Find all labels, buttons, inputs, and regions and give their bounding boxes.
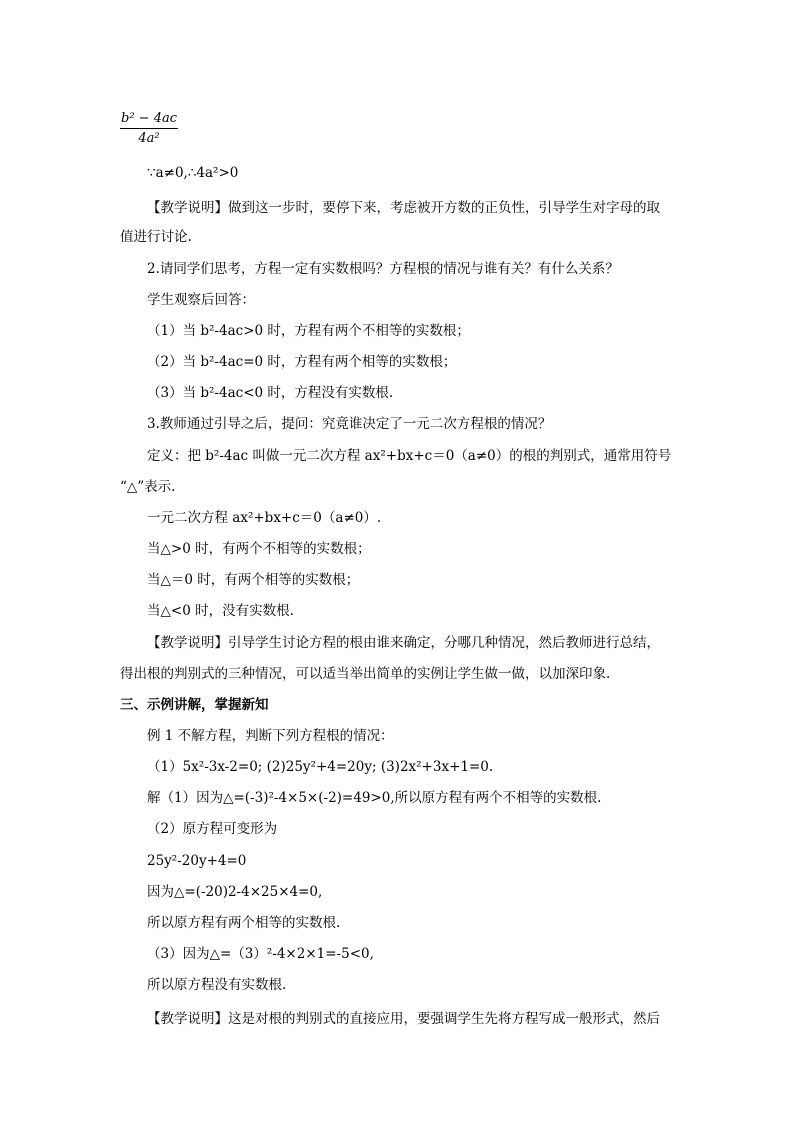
teaching-note-1-line-1: 【教学说明】做到这一步时，要停下来，考虑被开方数的正负性，引导学生对字母的取 <box>147 200 660 216</box>
quadratic-equation-line: 一元二次方程 ax²+bx+c＝0（a≠0）. <box>147 510 382 526</box>
solution-2-conclusion: 所以原方程有两个相等的实数根. <box>147 915 341 931</box>
definition-line-1: 定义：把 b²-4ac 叫做一元二次方程 ax²+bx+c＝0（a≠0）的根的判别式，通常用符号 <box>147 448 672 464</box>
solution-2-equation: 25y²-20y+4=0 <box>147 853 247 869</box>
teaching-note-2-line-2: 得出根的判别式的三种情况，可以适当举出简单的实例让学生做一做，以加深印象. <box>120 666 611 682</box>
question-3: 3.教师通过引导之后，提问：究竟谁决定了一元二次方程根的情况？ <box>147 416 552 432</box>
fraction-denominator: 4a² <box>138 131 160 146</box>
case-2: （2）当 b²-4ac=0 时，方程有两个相等的实数根； <box>147 354 457 370</box>
solution-2-intro: （2）原方程可变形为 <box>147 821 278 837</box>
case-3: （3）当 b²-4ac<0 时，方程没有实数根. <box>147 385 394 401</box>
definition-line-2: “△”表示. <box>120 479 176 495</box>
teaching-note-1-line-2: 值进行讨论. <box>120 229 192 245</box>
since-therefore-line: ∵a≠0,∴4a²>0 <box>147 165 239 181</box>
delta-negative: 当△<0 时，没有实数根. <box>147 603 294 619</box>
delta-positive: 当△>0 时，有两个不相等的实数根； <box>147 541 371 557</box>
case-1: （1）当 b²-4ac>0 时，方程有两个不相等的实数根； <box>147 323 470 339</box>
delta-zero: 当△＝0 时，有两个相等的实数根； <box>147 572 360 588</box>
fraction-numerator: b² − 4ac <box>120 110 178 129</box>
formula-fraction <box>120 110 178 147</box>
example-1-equations: （1）5x²-3x-2=0; (2)25y²+4=20y; (3)2x²+3x+1=0. <box>147 759 494 775</box>
question-2: 2.请同学们思考，方程一定有实数根吗？方程根的情况与谁有关？有什么关系？ <box>147 261 619 277</box>
solution-2-delta: 因为△=(-20)2-4×25×4=0, <box>147 884 323 900</box>
teaching-note-3-line-1: 【教学说明】这是对根的判别式的直接应用，要强调学生先将方程写成一般形式，然后 <box>147 1011 660 1027</box>
students-answer-intro: 学生观察后回答： <box>147 292 255 308</box>
solution-3-conclusion: 所以原方程没有实数根. <box>147 977 287 993</box>
solution-3-delta: （3）因为△=（3）²-4×2×1=-5<0, <box>147 946 374 962</box>
section-heading: 三、示例讲解，掌握新知 <box>120 697 269 713</box>
solution-1: 解（1）因为△=(-3)²-4×5×(-2)=49>0,所以原方程有两个不相等的实数根. <box>147 790 602 806</box>
teaching-note-2-line-1: 【教学说明】引导学生讨论方程的根由谁来确定，分哪几种情况，然后教师进行总结， <box>147 635 660 651</box>
example-1-prompt: 例 1 不解方程，判断下列方程根的情况： <box>147 728 394 744</box>
